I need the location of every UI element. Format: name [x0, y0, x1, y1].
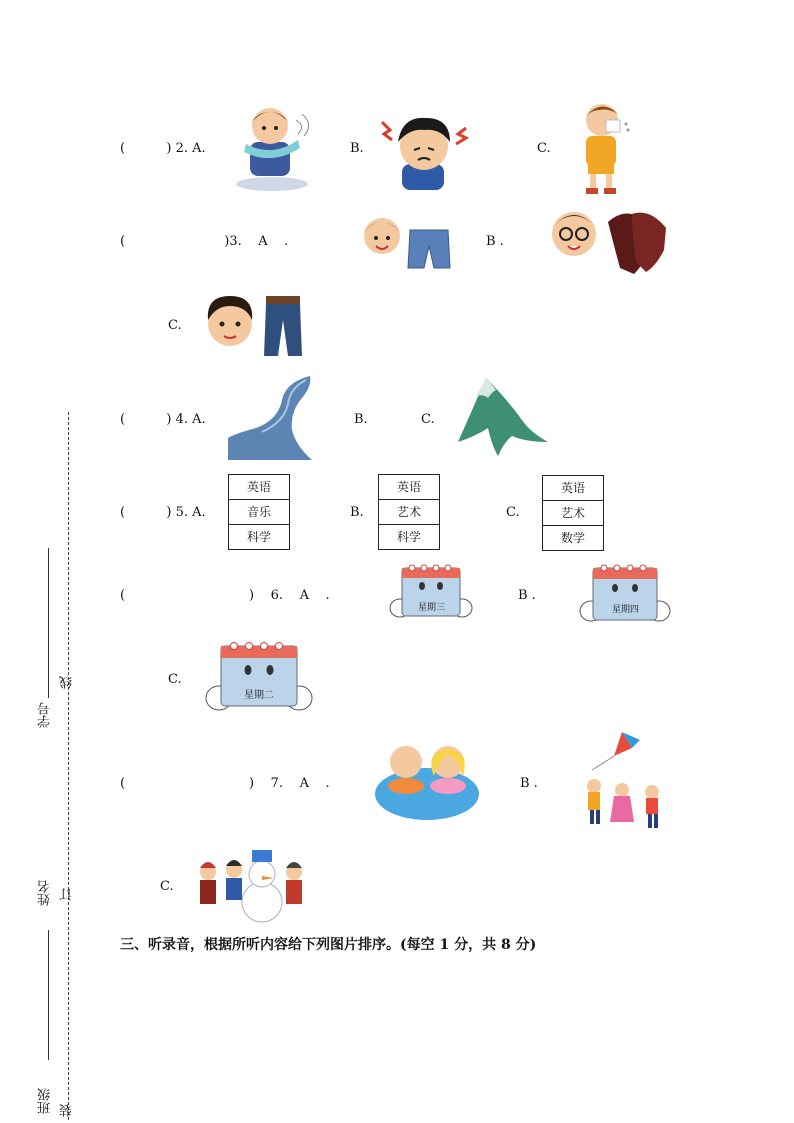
q3-prompt: ( )3. A .: [120, 234, 289, 249]
calendar-icon: [204, 640, 314, 718]
q6-prompt: ( ) 6. A .: [120, 588, 330, 603]
calendar-icon: [578, 562, 672, 630]
q6-b-label: B .: [518, 588, 536, 603]
q6-c-label: C.: [168, 672, 182, 687]
q7-c-snowman-kids-image: [196, 846, 308, 924]
calendar-icon: [388, 562, 474, 626]
q2-prompt: ( ) 2. A.: [120, 141, 206, 156]
q6-a-calendar-image: [388, 562, 474, 626]
q2-b-label: B.: [350, 141, 364, 156]
student-id-blank: [48, 548, 49, 698]
timetable-cell: 数学: [560, 531, 585, 545]
q3-c-label: C.: [168, 318, 182, 333]
q5-prompt: ( ) 5. A.: [120, 505, 206, 520]
timetable-cell: 英语: [379, 475, 439, 500]
q4-b-label: B.: [354, 412, 368, 427]
timetable-cell: 艺术: [379, 500, 439, 525]
q4-a-river-image: [226, 374, 314, 462]
timetable-cell: 科学: [396, 530, 421, 544]
q4-prompt: ( ) 4. A.: [120, 412, 206, 427]
binding-staple-char: 订: [60, 888, 75, 901]
binding-bind-char: 装: [60, 1104, 75, 1117]
q5-c-timetable: [542, 475, 604, 551]
q4-c-mountain-image: [456, 376, 550, 458]
q7-a-swimming-kids-image: [374, 742, 480, 822]
q7-b-label: B .: [520, 776, 538, 791]
q5-b-label: B.: [350, 505, 364, 520]
timetable-cell: 音乐: [229, 500, 289, 525]
timetable-cell: 艺术: [543, 501, 603, 526]
q3-b-man-gloves-image: [548, 202, 672, 278]
q7-c-label: C.: [160, 879, 174, 894]
q2-c-label: C.: [537, 141, 551, 156]
q2-a-cold-boy-image: [226, 100, 318, 192]
q5-b-timetable: [378, 474, 440, 550]
q7-prompt: ( ) 7. A .: [120, 776, 330, 791]
name-blank: [48, 930, 49, 1060]
q4-c-label: C.: [421, 412, 435, 427]
q2-c-sneezing-girl-image: [566, 98, 632, 196]
q2-b-headache-boy-image: [376, 108, 474, 190]
timetable-cell: 英语: [229, 475, 289, 500]
q5-a-timetable: [228, 474, 290, 550]
binding-dashed-line: [68, 412, 69, 1120]
timetable-cell: 英语: [543, 476, 603, 501]
timetable-cell: 科学: [246, 530, 271, 544]
binding-line-char: 线: [60, 676, 75, 689]
name-label: 姓名: [38, 880, 53, 906]
calendar-day: 星期三: [418, 603, 446, 613]
q5-c-label: C.: [506, 505, 520, 520]
calendar-day: 星期二: [244, 690, 274, 701]
q6-b-calendar-image: [578, 562, 672, 630]
section3-heading: 三、听录音，根据所听内容给下列图片排序。(每空 1 分，共 8 分): [120, 937, 537, 953]
q3-c-boy-jeans-image: [202, 290, 306, 360]
student-id-label: 学号: [38, 702, 53, 728]
q7-b-kite-kids-image: [578, 730, 672, 834]
q3-b-label: B .: [486, 234, 504, 249]
class-label: 班级: [38, 1088, 53, 1114]
calendar-day: 星期四: [612, 605, 640, 615]
q3-a-boy-shorts-image: [362, 212, 454, 272]
q6-c-calendar-image: [204, 640, 314, 718]
